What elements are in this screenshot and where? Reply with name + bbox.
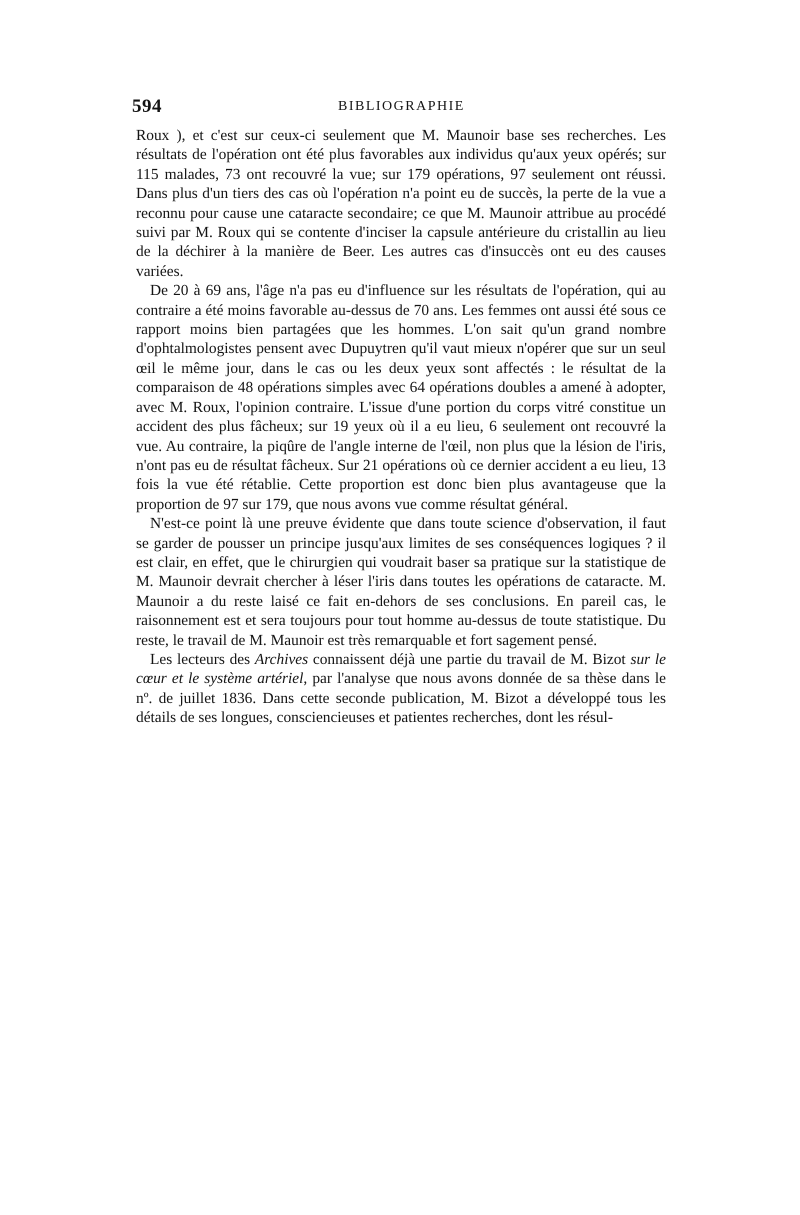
book-page (128, 96, 672, 727)
work-title-bizot: sur le cœur et le système artériel (136, 650, 667, 688)
paragraph-2: De 20 à 69 ans, l'âge n'a pas eu d'influence sur les résultats de l'opération, qui au contraire a été moins favorable au-dessus de 70 ans. Les femmes ont aussi été sous ce rapport moins bien partagées que les hommes. L'on sait qu'un grand nombre d'ophtalmologistes pensent avec Dupuytren qu'il vaut mieux n'opérer que sur un seul œil le même jour, dans le cas ou les deux yeux sont affectés : le résultat de la comparaison de 48 opérations simples avec 64 opérations doubles a amené à adopter, avec M. Roux, l'opinion contraire. L'issue d'une portion du corps vitré constitue un accident des plus fâcheux; sur 19 yeux où il a eu lieu, 6 seulement ont recouvré la vue. Au contraire, la piqûre de l'angle interne de l'œil, non plus que la lésion de l'iris, n'ont pas eu de résultat fâcheux. Sur 21 opérations où ce dernier accident a eu lieu, 13 fois la vue été rétablie. Cette proportion est donc bien plus avantageuse que la proportion de 97 sur 179, que nous avons vue comme résultat général. (136, 282, 666, 513)
paragraph-4-text-a: Les lecteurs des (150, 650, 255, 668)
body-text (136, 126, 666, 728)
paragraph-4 (136, 650, 666, 728)
page-header (128, 96, 672, 126)
paragraph-4-text-c: , par l'analyse que nous avons donnée de sa thèse dans le nº. de juillet 1836. Dans cette seconde publication, M. Bizot a développé tous les détails de ses longues, consciencieuses et patientes recherches, dont les résul- (136, 670, 666, 727)
paragraph-3: N'est-ce point là une preuve évidente que dans toute science d'observation, il faut se garder de pousser un principe jusqu'aux limites de ses conséquences logiques ? il est clair, en effet, que le chirurgien qui voudrait baser sa pratique sur la statistique de M. Maunoir devrait chercher à léser l'iris dans toutes les opérations de cataracte. M. Maunoir a du reste laisé ce fait en-dehors de ses conclusions. En pareil cas, le raisonnement est et sera toujours pour tout homme au-dessus de toute statistique. Du reste, le travail de M. Maunoir est très remarquable et fort sagement pensé. (136, 515, 666, 649)
paragraph-1: Roux ), et c'est sur ceux-ci seulement que M. Maunoir base ses recherches. Les résultats de l'opération ont été plus favorables aux individus qu'aux yeux opérés; sur 115 malades, 73 ont recouvré la vue; sur 179 opérations, 97 seulement ont réussi. Dans plus d'un tiers des cas où l'opération n'a point eu de succès, la perte de la vue a reconnu pour cause une cataracte secondaire; ce que M. Maunoir attribue au procédé suivi par M. Roux qui se contente d'inciser la capsule antérieure du cristallin au lieu de la déchirer à la manière de Beer. Les autres cas d'insuccès ont eu des causes variées. (136, 127, 666, 280)
running-title: BIBLIOGRAPHIE (338, 99, 465, 114)
paragraph-4-text-b: connaissent déjà une partie du travail de M. Bizot (308, 650, 631, 668)
journal-title-archives: Archives (254, 650, 309, 668)
page-number: 594 (132, 96, 162, 117)
